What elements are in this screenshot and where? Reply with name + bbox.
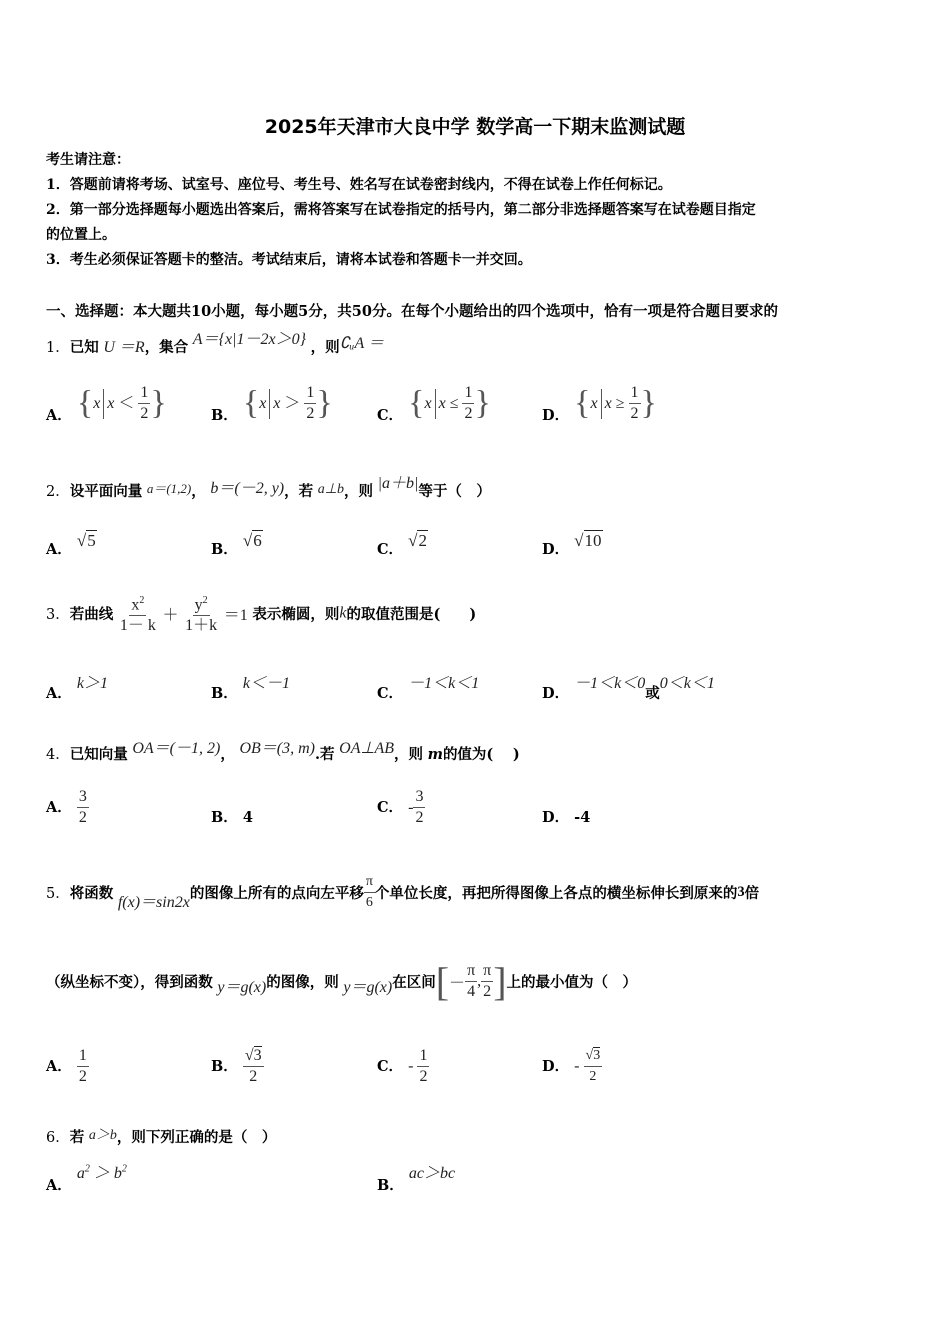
q2-option-b[interactable]: B． √6 <box>211 531 262 558</box>
notice-item: 3．考生必须保证答题卡的整洁。考试结束后，请将本试卷和答题卡一并交回。 <box>46 252 532 268</box>
q4-option-c[interactable]: C． - $\frac{3}{2}$ <box>377 788 424 826</box>
q4-option-d[interactable]: D． -4 <box>542 809 591 826</box>
q3-option-c[interactable]: C． －1＜k＜1 <box>377 675 480 702</box>
question-5-cont: （纵坐标不变），得到函数 y＝g(x)的图像，则 y＝g(x)在区间[－ $\frac{\pi}{4}$ , $\frac{\pi}{2}$ ]上的最小值为（ ） <box>46 959 638 1004</box>
question-2: 2．设平面向量 a＝(1,2)， b＝(－2, y)，若 a⊥b，则 |a＋b|等于（ ） <box>46 475 491 500</box>
notice-heading: 考生请注意： <box>46 152 130 168</box>
notice-item: 1．答题前请将考场、试室号、座位号、考生号、姓名写在试卷密封线内，不得在试卷上作任何标记。 <box>46 177 672 193</box>
q2-option-c[interactable]: C． √2 <box>377 531 427 558</box>
q6-option-a[interactable]: A． $a^2 > b^2$ <box>46 1163 127 1194</box>
q3-option-a[interactable]: A． k＞1 <box>46 675 108 702</box>
q4-option-a[interactable]: A． $\frac{3}{2}$ <box>46 788 87 826</box>
question-4: 4．已知向量 OA＝(－1, 2)， OB＝(3, m).若 OA⊥AB，则 m的值为( ) <box>46 740 520 763</box>
question-3: 3．若曲线 $\frac{x^2}{1- k}$ ＋ $\frac{y^2}{1+k}$ ＝1 表示椭圆，则k的取值范围是( ) <box>46 592 476 635</box>
question-5: 5．将函数 f(x)＝sin2x的图像上所有的点向左平移 $\frac{\pi}{6}$ 个单位长度，再把所得图像上各点的横坐标伸长到原来的3倍 <box>46 874 760 911</box>
notice-item: 的位置上。 <box>46 227 116 243</box>
q5-option-b[interactable]: B． $\frac{√3}{2}$ <box>211 1047 262 1085</box>
q5-option-c[interactable]: C． - $\frac{1}{2}$ <box>377 1047 428 1085</box>
q5-option-a[interactable]: A． $\frac{1}{2}$ <box>46 1047 87 1085</box>
q3-option-d[interactable]: D． －1＜k＜0或0＜k＜1 <box>542 675 715 702</box>
q5-option-d[interactable]: D． - $\frac{√3}{2}$ <box>542 1048 601 1084</box>
page-title: 2025年天津市大良中学 数学高一下期末监测试题 <box>264 116 686 138</box>
q4-option-b[interactable]: B． 4 <box>211 809 253 826</box>
q2-option-d[interactable]: D． √10 <box>542 531 602 558</box>
notice-item: 2．第一部分选择题每小题选出答案后，需将答案写在试卷指定的括号内，第二部分非选择题答案写在试卷题目指定 <box>46 202 756 218</box>
q1-option-c[interactable]: C． {x x ≤ $\frac{1}{2}$ } <box>377 384 491 424</box>
q6-option-b[interactable]: B． ac＞bc <box>377 1165 456 1194</box>
q2-option-a[interactable]: A． √5 <box>46 531 96 558</box>
question-1: 1．已知 U ＝R，集合 A＝{x|1－2x＞0} ，则∁ᵤA ＝ <box>46 331 384 356</box>
q1-option-a[interactable]: A． {x x ＜ $\frac{1}{2}$ } <box>46 384 167 424</box>
question-6: 6．若 a＞b，则下列正确的是（ ） <box>46 1128 277 1146</box>
q1-option-d[interactable]: D． {x x ≥ $\frac{1}{2}$ } <box>542 384 657 424</box>
q3-option-b[interactable]: B． k＜－1 <box>211 675 290 702</box>
q1-option-b[interactable]: B． {x x ＞ $\frac{1}{2}$ } <box>211 384 333 424</box>
section-heading: 一、选择题：本大题共10小题，每小题5分，共50分。在每个小题给出的四个选项中，恰有一项是符合题目要求的 <box>46 303 778 320</box>
